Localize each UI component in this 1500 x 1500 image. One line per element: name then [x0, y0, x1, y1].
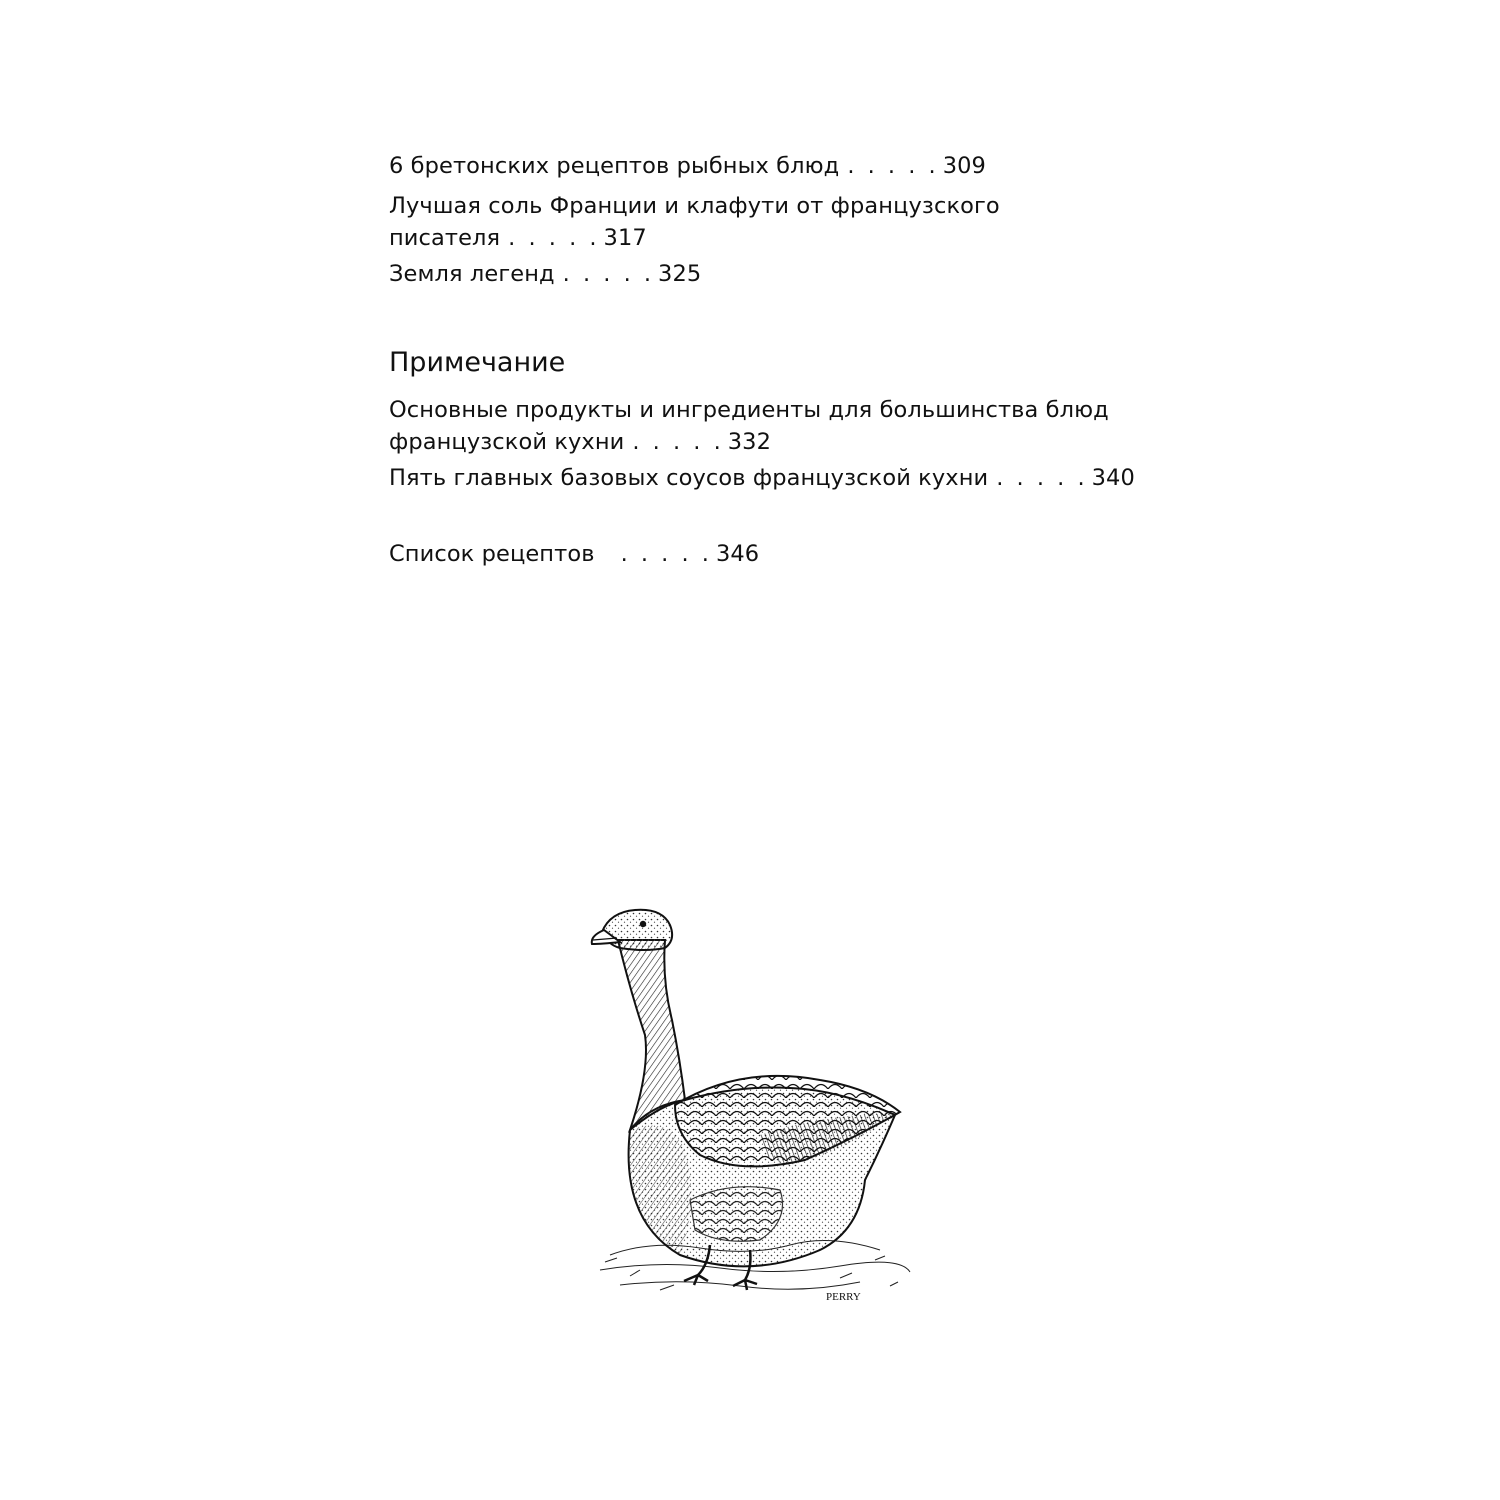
- toc-entry[interactable]: [389, 462, 1135, 494]
- toc-entry[interactable]: [389, 190, 1000, 254]
- goose-icon: [590, 900, 920, 1320]
- toc-entry[interactable]: [389, 150, 986, 182]
- toc-entry-title: Основные продукты и ингредиенты для большинства блюд: [389, 397, 1109, 423]
- toc-entry-title: 6 бретонских рецептов рыбных блюд: [389, 153, 840, 179]
- toc-entry-title: Земля легенд: [389, 261, 555, 287]
- toc-leader: . . . . .: [632, 429, 724, 455]
- toc-page-number: 340: [1091, 465, 1135, 491]
- toc-page-number: 325: [658, 261, 702, 287]
- toc-leader: . . . . .: [620, 541, 712, 567]
- toc-page-number: 332: [727, 429, 771, 455]
- section-heading: Примечание: [389, 347, 566, 378]
- toc-entry-title-cont: французской кухни: [389, 429, 625, 455]
- toc-leader: . . . . .: [847, 153, 939, 179]
- toc-entry-title-cont: писателя: [389, 225, 501, 251]
- toc-entry[interactable]: [389, 394, 1109, 458]
- toc-page-number: 309: [942, 153, 986, 179]
- toc-page-number: 317: [603, 225, 647, 251]
- toc-leader: . . . . .: [562, 261, 655, 287]
- artist-signature: PERRY: [826, 1291, 861, 1303]
- toc-entry-title: Лучшая соль Франции и клафути от французского: [389, 193, 1000, 219]
- toc-entry[interactable]: [389, 258, 701, 290]
- toc-leader: . . . . .: [508, 225, 600, 251]
- toc-page-number: 346: [715, 541, 760, 567]
- toc-entry[interactable]: [389, 538, 759, 570]
- toc-entry-title: Список рецептов: [389, 541, 595, 567]
- toc-leader: . . . . .: [996, 465, 1088, 491]
- goose-illustration: [590, 900, 920, 1320]
- toc-entry-title: Пять главных базовых соусов французской кухни: [389, 465, 989, 491]
